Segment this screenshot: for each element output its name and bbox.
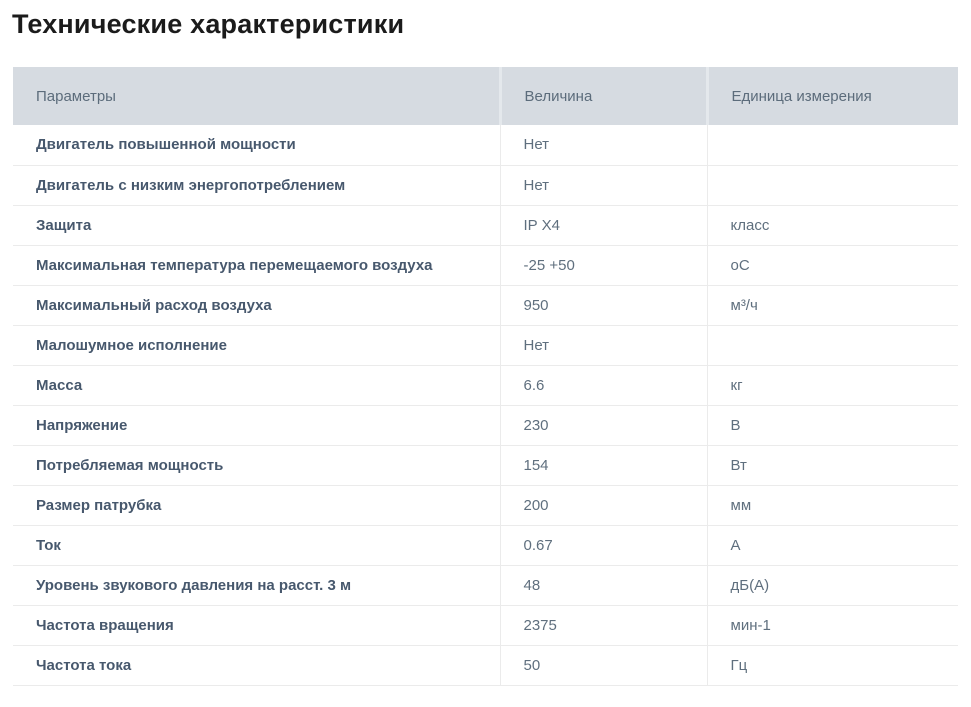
cell-unit xyxy=(707,325,958,365)
table-row xyxy=(13,165,958,205)
spec-table-header xyxy=(13,67,958,125)
table-row xyxy=(13,325,958,365)
cell-value: 2375 xyxy=(500,605,707,645)
cell-parameter: Ток xyxy=(13,525,500,565)
cell-parameter: Масса xyxy=(13,365,500,405)
column-header-unit: Единица измерения xyxy=(707,67,958,125)
cell-value: 0.67 xyxy=(500,525,707,565)
table-row xyxy=(13,125,958,165)
cell-value: Нет xyxy=(500,165,707,205)
cell-unit xyxy=(707,125,958,165)
cell-value: 48 xyxy=(500,565,707,605)
table-row xyxy=(13,485,958,525)
header-row xyxy=(13,67,958,125)
cell-unit xyxy=(707,165,958,205)
table-row xyxy=(13,605,958,645)
cell-parameter: Размер патрубка xyxy=(13,485,500,525)
cell-parameter: Защита xyxy=(13,205,500,245)
cell-value: Нет xyxy=(500,125,707,165)
column-header-value: Величина xyxy=(500,67,707,125)
cell-parameter: Двигатель повышенной мощности xyxy=(13,125,500,165)
cell-value: 154 xyxy=(500,445,707,485)
table-row xyxy=(13,525,958,565)
cell-unit: А xyxy=(707,525,958,565)
cell-unit: мм xyxy=(707,485,958,525)
table-row xyxy=(13,445,958,485)
table-row xyxy=(13,245,958,285)
table-row xyxy=(13,205,958,245)
cell-parameter: Частота вращения xyxy=(13,605,500,645)
page-title: Технические характеристики xyxy=(12,9,405,39)
cell-unit: класс xyxy=(707,205,958,245)
table-row xyxy=(13,565,958,605)
cell-unit: кг xyxy=(707,365,958,405)
table-row xyxy=(13,285,958,325)
cell-parameter: Потребляемая мощность xyxy=(13,445,500,485)
cell-unit: оС xyxy=(707,245,958,285)
cell-value: 950 xyxy=(500,285,707,325)
table-row xyxy=(13,645,958,685)
cell-unit: м³/ч xyxy=(707,285,958,325)
cell-value: 200 xyxy=(500,485,707,525)
spec-table xyxy=(13,67,958,686)
cell-value: IP X4 xyxy=(500,205,707,245)
cell-parameter: Двигатель с низким энергопотреблением xyxy=(13,165,500,205)
cell-parameter: Напряжение xyxy=(13,405,500,445)
cell-unit: В xyxy=(707,405,958,445)
cell-value: Нет xyxy=(500,325,707,365)
cell-parameter: Уровень звукового давления на расст. 3 м xyxy=(13,565,500,605)
cell-parameter: Максимальная температура перемещаемого воздуха xyxy=(13,245,500,285)
cell-value: 230 xyxy=(500,405,707,445)
cell-unit: мин-1 xyxy=(707,605,958,645)
cell-unit: дБ(А) xyxy=(707,565,958,605)
table-row xyxy=(13,405,958,445)
cell-value: 6.6 xyxy=(500,365,707,405)
spec-table-body xyxy=(13,125,958,685)
cell-value: -25 +50 xyxy=(500,245,707,285)
cell-parameter: Максимальный расход воздуха xyxy=(13,285,500,325)
cell-unit: Вт xyxy=(707,445,958,485)
column-header-parameters: Параметры xyxy=(13,67,500,125)
cell-value: 50 xyxy=(500,645,707,685)
cell-unit: Гц xyxy=(707,645,958,685)
table-row xyxy=(13,365,958,405)
cell-parameter: Малошумное исполнение xyxy=(13,325,500,365)
cell-parameter: Частота тока xyxy=(13,645,500,685)
